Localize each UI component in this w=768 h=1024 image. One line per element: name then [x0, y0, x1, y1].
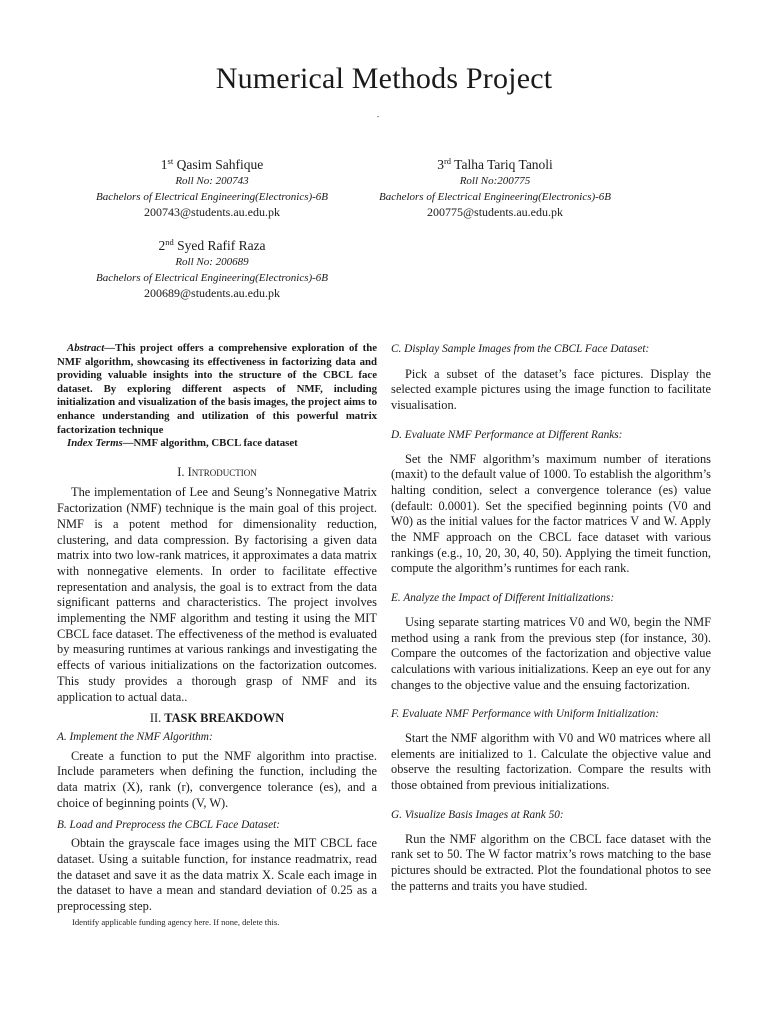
right-column — [391, 342, 711, 894]
author-affiliation: Bachelors of Electrical Engineering(Electronics)-6B — [95, 271, 329, 284]
paper-title: Numerical Methods Project — [215, 62, 553, 95]
author-roll: Roll No:200775 — [459, 175, 531, 187]
author-roll: Roll No: 200743 — [175, 175, 249, 187]
author-name: 1st Qasim Sahfique — [160, 156, 264, 172]
subsection-b-text: Obtain the grayscale face images using the MIT CBCL face dataset. Using a suitable function, for instance readmatrix, read the dataset and save it as the data matrix X. Scale each image in the dataset to have a mean and standard deviation of 0.25 as a preprocessing step. — [57, 836, 377, 914]
author-block-2 — [62, 233, 362, 302]
abstract: Abstract—This project offers a comprehensive exploration of the NMF algorithm, showcasing its effectiveness in factorizing data and providing valuable insights into the structure of the CBCL face dataset. By exploring different aspects of NMF, including initialization and visualization of the basis images, the project aims to enhance understanding and utilization of this powerful matrix factorization technique — [57, 342, 377, 436]
subsection-d-title: D. Evaluate NMF Performance at Different Ranks: — [391, 428, 623, 441]
subsection-b-title: B. Load and Preprocess the CBCL Face Dataset: — [57, 818, 280, 831]
subsection-a-title: A. Implement the NMF Algorithm: — [57, 731, 213, 743]
index-terms: Index Terms—NMF algorithm, CBCL face dataset — [67, 437, 298, 450]
author-email: 200689@students.au.edu.pk — [143, 286, 281, 300]
subsection-d-text: Set the NMF algorithm’s maximum number of iterations (maxit) to the default value of 1000. To establish the algorithm’s halting condition, select a convergence tolerance (es) value (default: 0.0001). Set the specified beginning points (V0 and W0) as the initial values for the factor matrices V and W. Apply the NMF approach on the CBCL face dataset with various rankings (e.g., 10, 20, 30, 40, 50). Applying the timeit function, compute the algorithm’s runtimes for each rank. — [391, 451, 711, 576]
subsection-f-title: F. Evaluate NMF Performance with Uniform Initialization: — [391, 708, 660, 721]
subsection-e-title: E. Analyze the Impact of Different Initializations: — [391, 592, 615, 605]
left-column — [57, 342, 377, 915]
subsection-g-text: Run the NMF algorithm on the CBCL face dataset with the rank set to 50. The W factor matrix’s rows matching to the base pictures should be extracted. Plot the foundational photos to see the patterns and traits you have studied. — [391, 831, 711, 893]
funding-footnote: Identify applicable funding agency here. If none, delete this. — [72, 917, 280, 927]
subsection-c-text: Pick a subset of the dataset’s face pictures. Display the selected example pictures using the image function to facilitate visualisation. — [391, 366, 711, 413]
subsection-a-text: Create a function to put the NMF algorithm into practise. Include parameters when defining the function, including the data matrix (X), rank (r), convergence tolerance (es), and a choice of beginning points (V, W). — [57, 748, 377, 810]
title-dash: - — [376, 112, 380, 121]
section-heading-task-breakdown: II. TASK BREAKDOWN — [149, 711, 285, 726]
introduction-text: The implementation of Lee and Seung’s Nonnegative Matrix Factorization (NMF) technique is the main goal of this project. NMF is a potent method for dimensionality reduction, clustering, and data compression. By factorising a given data matrix into two low-rank matrices, it approximates a data matrix with nonnegative elements. In order to facilitate effective representation and analysis, the goal is to extract from the data significant patterns and characteristics. The project involves implementing the NMF algorithm and testing it using the MIT CBCL face dataset. The effectiveness of the method is evaluated by measuring runtimes at various rankings and investigating the effects of various initializations on the factorization outcomes. This study provides a thorough grasp of NMF and its application to actual data.. — [57, 485, 377, 704]
author-block-1 — [62, 152, 362, 221]
author-name: 2nd Syed Rafif Raza — [158, 237, 266, 253]
author-affiliation: Bachelors of Electrical Engineering(Electronics)-6B — [95, 190, 329, 203]
section-heading-introduction: I. Introduction — [177, 464, 257, 479]
author-name: 3rd Talha Tariq Tanoli — [437, 156, 553, 172]
author-affiliation: Bachelors of Electrical Engineering(Electronics)-6B — [378, 190, 612, 203]
subsection-e-text: Using separate starting matrices V0 and W0, begin the NMF method using a rank from the previous step (for instance, 30). Compare the outcomes of the factorization and objective value calculations with various initializations. Keep an eye out for any changes to the objective value and the ensuing factorization. — [391, 614, 711, 692]
author-block-3 — [345, 152, 645, 221]
subsection-g-title: G. Visualize Basis Images at Rank 50: — [391, 808, 564, 821]
author-roll: Roll No: 200689 — [175, 256, 249, 268]
author-email: 200743@students.au.edu.pk — [143, 205, 281, 219]
subsection-c-title: C. Display Sample Images from the CBCL Face Dataset: — [391, 343, 650, 355]
subsection-f-text: Start the NMF algorithm with V0 and W0 matrices where all elements are initialized to 1. Calculate the objective value and observe the resulting factorization. Compare the results with those obtained from previous initializations. — [391, 731, 711, 793]
author-email: 200775@students.au.edu.pk — [426, 205, 564, 219]
